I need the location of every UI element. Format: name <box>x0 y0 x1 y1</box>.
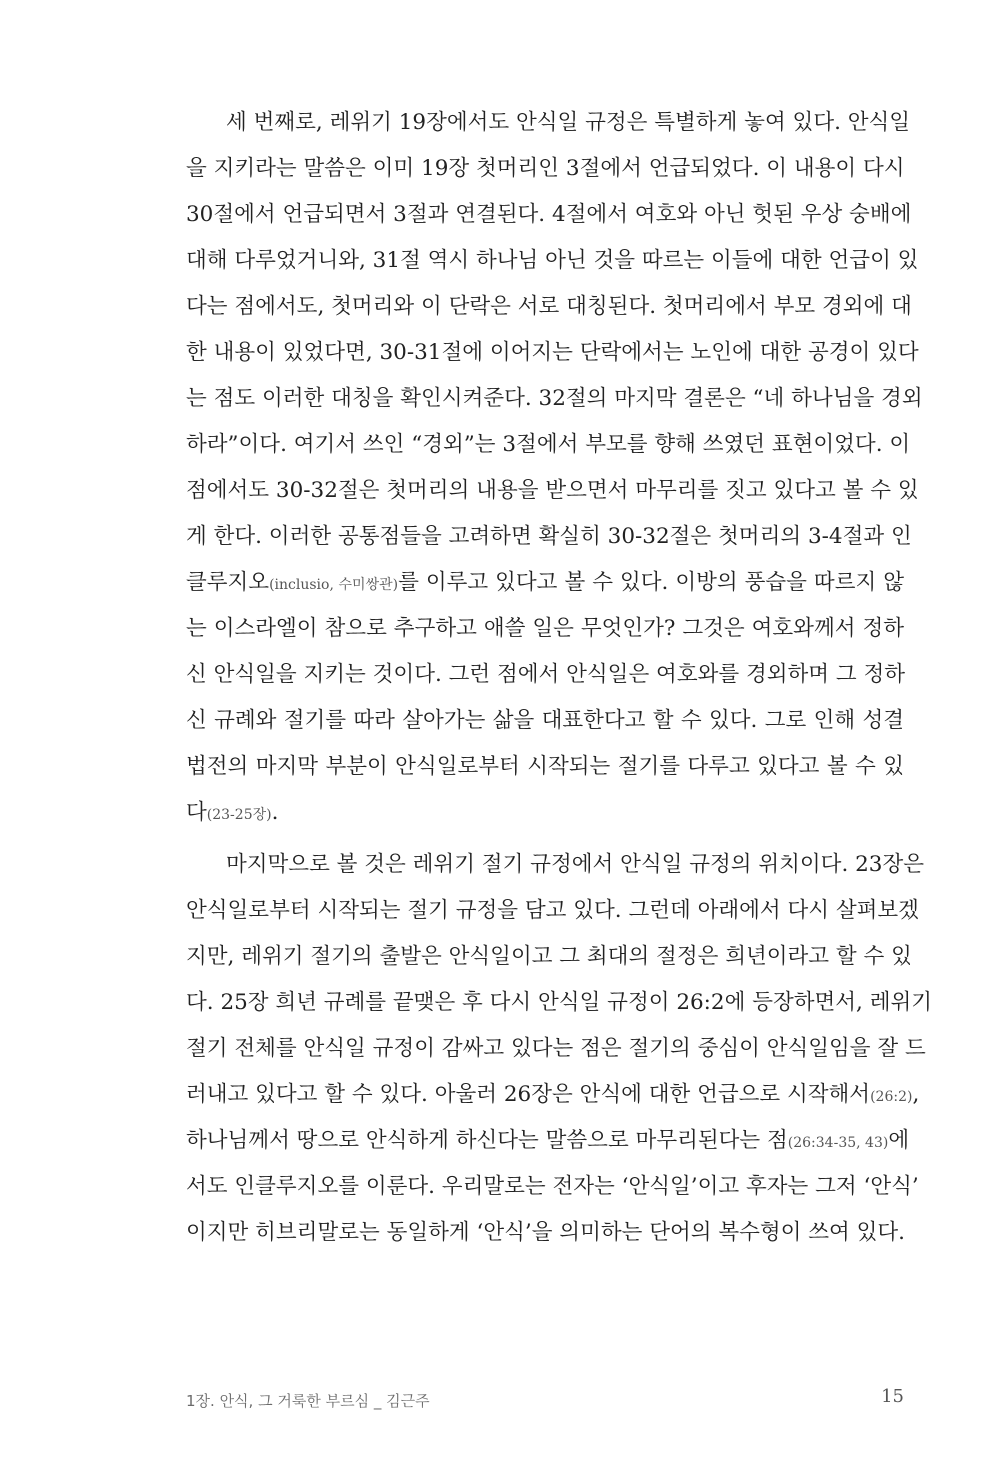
text-line: 한 내용이 있었다면, 30-31절에 이어지는 단락에서는 노인에 대한 공경이 있다 <box>186 340 919 365</box>
text-line: 을 지키라는 말씀은 이미 19장 첫머리인 3절에서 언급되었다. 이 내용이 다시 <box>186 156 905 181</box>
text-line: 절기 전체를 안식일 규정이 감싸고 있다는 점은 절기의 중심이 안식일임을 잘 드 <box>186 1036 926 1061</box>
text-line: 30절에서 언급되면서 3절과 연결된다. 4절에서 여호와 아닌 헛된 우상 숭배에 <box>186 202 912 227</box>
text-line: 서도 인클루지오를 이룬다. 우리말로는 전자는 ‘안식일’이고 후자는 그저 ‘안식’ <box>186 1174 919 1199</box>
text-line: 법전의 마지막 부분이 안식일로부터 시작되는 절기를 다루고 있다고 볼 수 있 <box>186 754 904 779</box>
text-line: 마지막으로 볼 것은 레위기 절기 규정에서 안식일 규정의 위치이다. 23장은 <box>226 852 925 877</box>
text-line: 신 규례와 절기를 따라 살아가는 삶을 대표한다고 할 수 있다. 그로 인해 성결 <box>186 708 904 733</box>
text-line <box>186 790 904 836</box>
text-line: 신 안식일을 지키는 것이다. 그런 점에서 안식일은 여호와를 경외하며 그 정하 <box>186 662 906 687</box>
text-run: 러내고 있다고 할 수 있다. 아울러 26장은 안식에 대한 언급으로 시작해서 <box>186 1082 871 1107</box>
text-line: 하라”이다. 여기서 쓰인 “경외”는 3절에서 부모를 향해 쓰였던 표현이었다. 이 <box>186 432 911 457</box>
body-text <box>186 100 933 1256</box>
page-number: 15 <box>881 1386 904 1407</box>
text-line <box>186 1072 920 1118</box>
text-line: 는 이스라엘이 참으로 추구하고 애쓸 일은 무엇인가? 그것은 여호와께서 정하 <box>186 616 904 641</box>
text-line: 세 번째로, 레위기 19장에서도 안식일 규정은 특별하게 놓여 있다. 안식일 <box>226 110 911 135</box>
text-line: 이지만 히브리말로는 동일하게 ‘안식’을 의미하는 단어의 복수형이 쓰여 있다. <box>186 1220 906 1245</box>
text-line: 는 점도 이러한 대칭을 확인시켜준다. 32절의 마지막 결론은 “네 하나님을 경외 <box>186 386 923 411</box>
text-line <box>186 560 904 606</box>
text-line: 게 한다. 이러한 공통점들을 고려하면 확실히 30-32절은 첫머리의 3-4절과 인 <box>186 524 912 549</box>
text-run: , <box>912 1082 920 1107</box>
text-line <box>186 1118 910 1164</box>
paragraph-1 <box>186 100 923 836</box>
text-line: 점에서도 30-32절은 첫머리의 내용을 받으면서 마무리를 짓고 있다고 볼 수 있 <box>186 478 919 503</box>
inline-note: (23-25장) <box>206 807 272 823</box>
text-line: 안식일로부터 시작되는 절기 규정을 담고 있다. 그런데 아래에서 다시 살펴보겠 <box>186 898 919 923</box>
text-run: 클루지오 <box>186 570 270 595</box>
text-line: 다. 25장 희년 규례를 끝맺은 후 다시 안식일 규정이 26:2에 등장하면서, 레위기 <box>186 990 933 1015</box>
text-line: 지만, 레위기 절기의 출발은 안식일이고 그 최대의 절정은 희년이라고 할 수 있 <box>186 944 912 969</box>
text-line: 다는 점에서도, 첫머리와 이 단락은 서로 대칭된다. 첫머리에서 부모 경외에 대 <box>186 294 912 319</box>
text-run: 에 <box>888 1128 910 1153</box>
inline-note: (26:2) <box>870 1089 913 1105</box>
paragraph-2 <box>186 842 933 1256</box>
inline-note: (inclusio, 수미쌍관) <box>269 577 399 593</box>
text-run: 다 <box>186 800 207 825</box>
text-run: . <box>271 800 279 825</box>
text-line: 대해 다루었거니와, 31절 역시 하나님 아닌 것을 따르는 이들에 대한 언급이 있 <box>186 248 919 273</box>
inline-note: (26:34-35, 43) <box>787 1135 889 1151</box>
running-head: 1장. 안식, 그 거룩한 부르심 _ 김근주 <box>186 1392 430 1410</box>
text-run: 를 이루고 있다고 볼 수 있다. 이방의 풍습을 따르지 않 <box>398 570 904 595</box>
text-run: 하나님께서 땅으로 안식하게 하신다는 말씀으로 마무리된다는 점 <box>186 1128 788 1153</box>
